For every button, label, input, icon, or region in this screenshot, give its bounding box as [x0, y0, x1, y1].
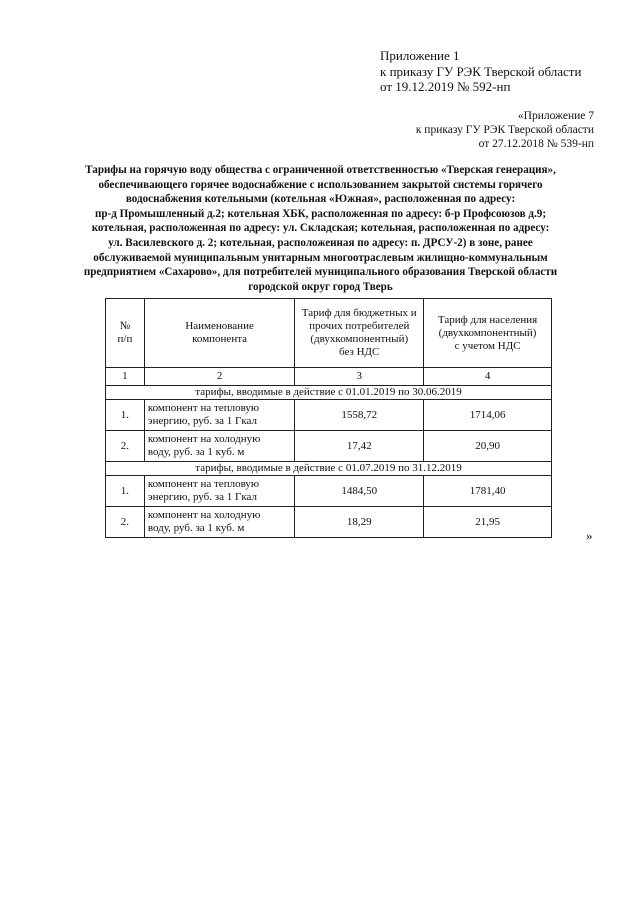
- title-line: городской округ город Тверь: [248, 280, 393, 293]
- row-number: 2.: [106, 431, 145, 462]
- budget-tariff-value: 1484,50: [295, 476, 424, 507]
- row-number: 1.: [106, 476, 145, 507]
- population-tariff-value: 1714,06: [424, 400, 552, 431]
- appendix-7-reference: [416, 109, 594, 151]
- budget-tariff-value: 17,42: [295, 431, 424, 462]
- appendix-7-order: к приказу ГУ РЭК Тверской области: [415, 124, 594, 136]
- title-line: предприятием «Сахарово», для потребителей муниципального образования Тверской области: [83, 266, 558, 279]
- row-number: 2.: [106, 507, 145, 538]
- header-component-name: Наименование компонента: [144, 299, 294, 368]
- title-line: пр-д Промышленный д.2; котельная ХБК, расположенная по адресу: б-р Профсоюзов д.9;: [94, 207, 547, 220]
- title-line: котельная, расположенная по адресу: ул. Складская; котельная, расположенная по адресу:: [91, 222, 550, 235]
- table-row: [106, 476, 552, 507]
- component-name: компонент на холодную воду, руб. за 1 куб. м: [144, 507, 294, 538]
- column-number: 2: [144, 368, 294, 386]
- period-row: [106, 386, 552, 400]
- appendix-1-date: от 19.12.2019 № 592-нп: [380, 79, 511, 94]
- component-name: компонент на холодную воду, руб. за 1 куб. м: [144, 431, 294, 462]
- period-label: тарифы, вводимые в действие с 01.01.2019 по 30.06.2019: [106, 386, 552, 400]
- table-row: [106, 431, 552, 462]
- header-budget-tariff: Тариф для бюджетных и прочих потребителей (двухкомпонентный) без НДС: [295, 299, 424, 368]
- period-row: [106, 462, 552, 476]
- appendix-1-reference: [380, 48, 581, 95]
- title-line: водоснабжения котельными (котельная «Южная», расположенная по адресу:: [125, 193, 516, 206]
- header-num: № п/п: [106, 299, 145, 368]
- title-line: ул. Василевского д. 2; котельная, расположенная по адресу: п. ДРСУ-2) в зоне, ранее: [108, 236, 533, 249]
- budget-tariff-value: 18,29: [295, 507, 424, 538]
- closing-quote: »: [586, 528, 593, 543]
- component-name: компонент на тепловую энергию, руб. за 1 Гкал: [144, 400, 294, 431]
- header-population-tariff: Тариф для населения (двухкомпонентный) с учетом НДС: [424, 299, 552, 368]
- budget-tariff-value: 1558,72: [295, 400, 424, 431]
- document-title: [60, 163, 581, 294]
- column-number: 3: [295, 368, 424, 386]
- title-line: Тарифы на горячую воду общества с ограниченной ответственностью «Тверская генерация»,: [85, 164, 556, 176]
- appendix-1-order: к приказу ГУ РЭК Тверской области: [380, 63, 582, 79]
- appendix-7-label: «Приложение 7: [517, 110, 594, 122]
- table-row: [106, 507, 552, 538]
- title-line: обслуживаемой муниципальным унитарным многоотраслевым жилищно-коммунальным: [93, 251, 548, 264]
- period-label: тарифы, вводимые в действие с 01.07.2019 по 31.12.2019: [106, 462, 552, 476]
- population-tariff-value: 20,90: [424, 431, 552, 462]
- population-tariff-value: 1781,40: [424, 476, 552, 507]
- title-line: обеспечивающего горячее водоснабжение с использованием закрытой системы горячего: [98, 178, 543, 191]
- appendix-7-date: от 27.12.2018 № 539-нп: [478, 138, 594, 150]
- appendix-1-label: Приложение 1: [380, 48, 460, 63]
- column-number: 1: [106, 368, 145, 386]
- column-number-row: [106, 368, 552, 386]
- component-name: компонент на тепловую энергию, руб. за 1 Гкал: [144, 476, 294, 507]
- row-number: 1.: [106, 400, 145, 431]
- table-row: [106, 400, 552, 431]
- table-header-row: [106, 299, 552, 368]
- column-number: 4: [424, 368, 552, 386]
- population-tariff-value: 21,95: [424, 507, 552, 538]
- tariff-table: [105, 298, 552, 538]
